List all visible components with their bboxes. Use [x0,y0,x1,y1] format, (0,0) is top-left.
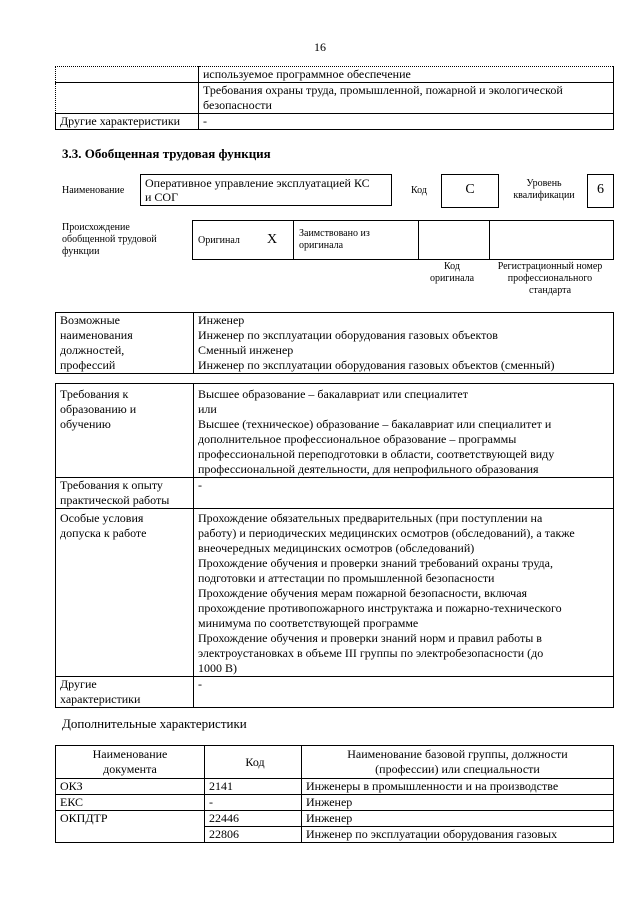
req-line: Прохождение обучения и проверки знаний требований охраны труда, [198,556,553,570]
table-row [56,795,614,811]
origin-code-cell [418,221,490,259]
row-value [199,67,614,83]
req-value [194,677,614,708]
position-line: Инженер [198,313,245,327]
caption-line: профессионального [507,273,593,284]
table-row [56,83,614,114]
req-line: Прохождение обучения и проверки знаний норм и правил работы в [198,631,542,645]
table-row [56,811,614,827]
cell-doc: ОКЗ [56,779,205,795]
header-line: (профессии) или специальности [375,762,540,776]
caption-line: Регистрационный номер [497,261,603,272]
origin-label-line: обобщенной трудовой [62,234,157,245]
origin-code-caption [417,261,487,285]
label-line: наименования [60,328,133,342]
function-name-box [140,174,392,206]
req-label [56,384,194,478]
borrowed-label-line: оригинала [299,240,344,251]
req-line: или [198,402,217,416]
label-line: Требования к [60,387,129,401]
req-line: электроустановках в объеме III группы по электробезопасности (до [198,646,544,660]
cell-code: 22806 [205,827,302,843]
label-line: обучению [60,417,111,431]
position-line: Сменный инженер [198,343,294,357]
req-line: Прохождение обязательных предварительных (при поступлении на [198,511,543,525]
table-row [56,114,614,130]
req-line: работу) и периодических медицинских осмотров (обследований), а также [198,526,575,540]
req-value [194,384,614,478]
row-line: используемое программное обеспечение [203,67,411,81]
req-line: 1000 В) [198,661,237,675]
label-line: должностей, [60,343,125,357]
table-row [56,384,614,478]
additional-table [55,745,614,843]
top-table [55,66,614,130]
label-line: образованию и [60,402,137,416]
req-line: прохождение противопожарного инструктажа и пожарно-технического [198,601,562,615]
function-name-line: и СОГ [145,190,179,204]
requirements-table [55,383,614,708]
cell-doc: ОКПДТР [56,811,205,827]
row-label [56,83,199,114]
borrowed-label-line: Заимствовано из [299,228,370,239]
req-line: - [198,677,202,691]
req-line: - [198,478,202,492]
borrowed-label [299,228,414,252]
page-number: 16 [314,40,326,54]
label-line: допуска к работе [60,526,147,540]
row-label: Другие характеристики [56,114,199,130]
cell-name: Инженеры в промышленности и на производстве [302,779,614,795]
function-name-line: Оперативное управление эксплуатацией КС [145,176,370,190]
req-line: подготовки и аттестации по промышленной безопасности [198,571,495,585]
header-line: Наименование [92,747,168,761]
row-line: безопасности [203,98,272,112]
row-line: Требования охраны труда, промышленной, пожарной и экологической [203,83,563,97]
req-label [56,478,194,509]
req-label [56,509,194,677]
position-line: Инженер по эксплуатации оборудования газовых объектов [198,328,498,342]
original-mark: X [267,232,278,247]
header-name [302,746,614,779]
req-line: внеочередных медицинских осмотров (обследований) [198,541,475,555]
row-value [199,83,614,114]
req-label [56,677,194,708]
table-row [56,677,614,708]
level-label-line: квалификации [513,190,575,201]
origin-label-line: Происхождение [62,222,130,233]
row-label [56,67,199,83]
table-row [56,478,614,509]
table-row [56,67,614,83]
req-line: Высшее (техническое) образование – бакалавриат или специалитет и [198,417,552,431]
caption-line: Код [444,261,460,272]
label-line: Возможные [60,313,120,327]
level-label-line: Уровень [526,178,562,189]
table-row [56,509,614,677]
positions-table [55,312,614,374]
code-value: С [441,174,499,208]
label-line: Особые условия [60,511,144,525]
header-line: документа [103,762,157,776]
row-value: - [199,114,614,130]
name-label: Наименование [62,185,125,196]
table-row [56,313,614,374]
req-line: Высшее образование – бакалавриат или специалитет [198,387,468,401]
label-line: профессий [60,358,116,372]
table-row [56,779,614,795]
header-doc [56,746,205,779]
table-header-row [56,746,614,779]
header-line: Наименование базовой группы, должности [347,747,568,761]
level-label [505,178,583,202]
label-line: характеристики [60,692,141,706]
header-code [205,746,302,779]
level-value: 6 [587,174,614,208]
label-line: практической работы [60,493,170,507]
table-row [56,827,614,843]
caption-line: оригинала [429,273,475,284]
header-line: Код [245,754,265,769]
origin-box [192,220,614,260]
origin-reg-caption [488,261,612,297]
original-label: Оригинал [198,235,240,246]
req-line: Прохождение обучения мерам пожарной безопасности, включая [198,586,528,600]
req-line: минимума по соответствующей программе [198,616,419,630]
req-line: дополнительное профессиональное образование – программы [198,432,517,446]
req-line: профессиональной переподготовки в области, соответствующей виду [198,447,555,461]
cell-name: Инженер [302,811,614,827]
section-title: 3.3. Обобщенная трудовая функция [62,146,271,161]
cell-code: 22446 [205,811,302,827]
req-line: профессиональной деятельности, для непрофильного образования [198,462,539,476]
req-value [194,478,614,509]
cell-code: 2141 [205,779,302,795]
cell-name: Инженер по эксплуатации оборудования газовых [302,827,614,843]
origin-label-line: функции [62,246,100,257]
original-cell [193,221,294,259]
positions-label [56,313,194,374]
req-value [194,509,614,677]
origin-label [62,222,157,258]
cell-doc [56,827,205,843]
additional-title: Дополнительные характеристики [62,716,247,731]
origin-reg-cell [489,221,613,259]
position-line: Инженер по эксплуатации оборудования газовых объектов (сменный) [198,358,555,372]
positions-value [194,313,614,374]
label-line: Другие [60,677,97,691]
label-line: Требования к опыту [60,478,163,492]
cell-doc: ЕКС [56,795,205,811]
cell-name: Инженер [302,795,614,811]
caption-line: стандарта [528,285,572,296]
code-label: Код [411,185,427,196]
cell-code: - [205,795,302,811]
